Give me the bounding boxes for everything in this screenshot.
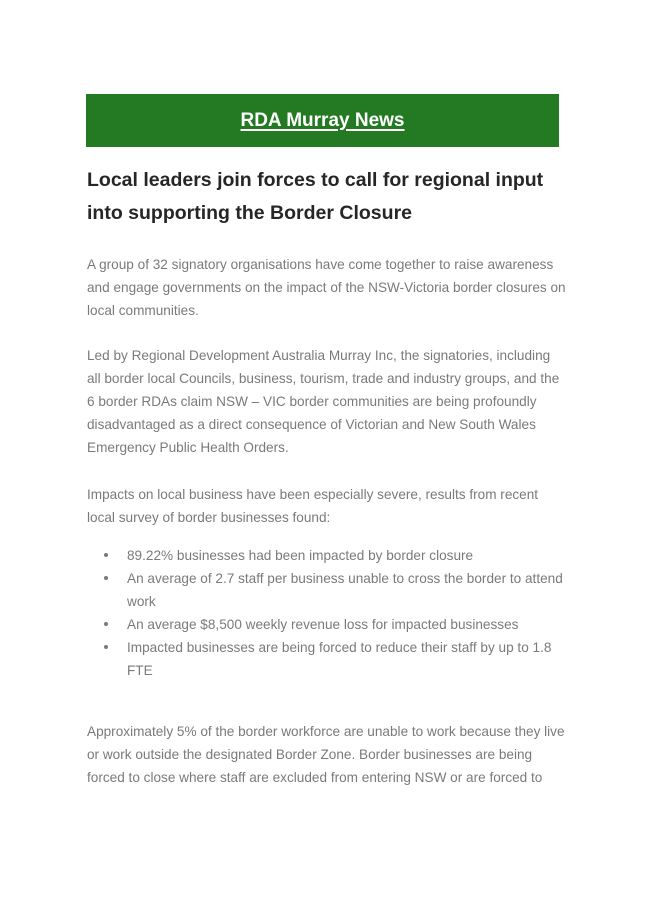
bullet-icon xyxy=(104,645,108,649)
paragraph-impacts: Impacts on local business have been especially severe, results from recent local survey of border businesses found: xyxy=(87,487,539,525)
survey-findings-list xyxy=(87,544,567,682)
paragraph-workforce: Approximately 5% of the border workforce are unable to work because they live or work outside the designated Border Zone. Border businesses are being forced to close where staff are excluded from entering NSW or are forced to xyxy=(87,724,565,785)
list-item-text: 89.22% businesses had been impacted by border closure xyxy=(127,548,474,563)
list-item xyxy=(87,544,567,567)
news-banner xyxy=(86,94,559,147)
banner-title-link[interactable]: RDA Murray News xyxy=(240,109,405,131)
paragraph-signatories: Led by Regional Development Australia Murray Inc, the signatories, including all border local Councils, business, tourism, trade and industry groups, and the 6 border RDAs claim NSW – VIC border communities are being profoundly disadvantaged as a direct consequence of Victorian and New South Wales Emergency Public Health Orders. xyxy=(87,348,560,455)
list-item-text: An average of 2.7 staff per business unable to cross the border to attend work xyxy=(127,571,563,609)
list-item-text: Impacted businesses are being forced to reduce their staff by up to 1.8 FTE xyxy=(127,640,552,678)
paragraph-intro: A group of 32 signatory organisations have come together to raise awareness and engage governments on the impact of the NSW-Victoria border closures on local communities. xyxy=(87,257,566,318)
list-item xyxy=(87,613,567,636)
list-item xyxy=(87,636,567,682)
list-item xyxy=(87,567,567,613)
bullet-icon xyxy=(104,576,108,580)
bullet-icon xyxy=(104,553,108,557)
list-item-text: An average $8,500 weekly revenue loss for impacted businesses xyxy=(127,617,519,632)
article-headline: Local leaders join forces to call for regional input into supporting the Border Closure xyxy=(87,169,544,224)
bullet-icon xyxy=(104,622,108,626)
